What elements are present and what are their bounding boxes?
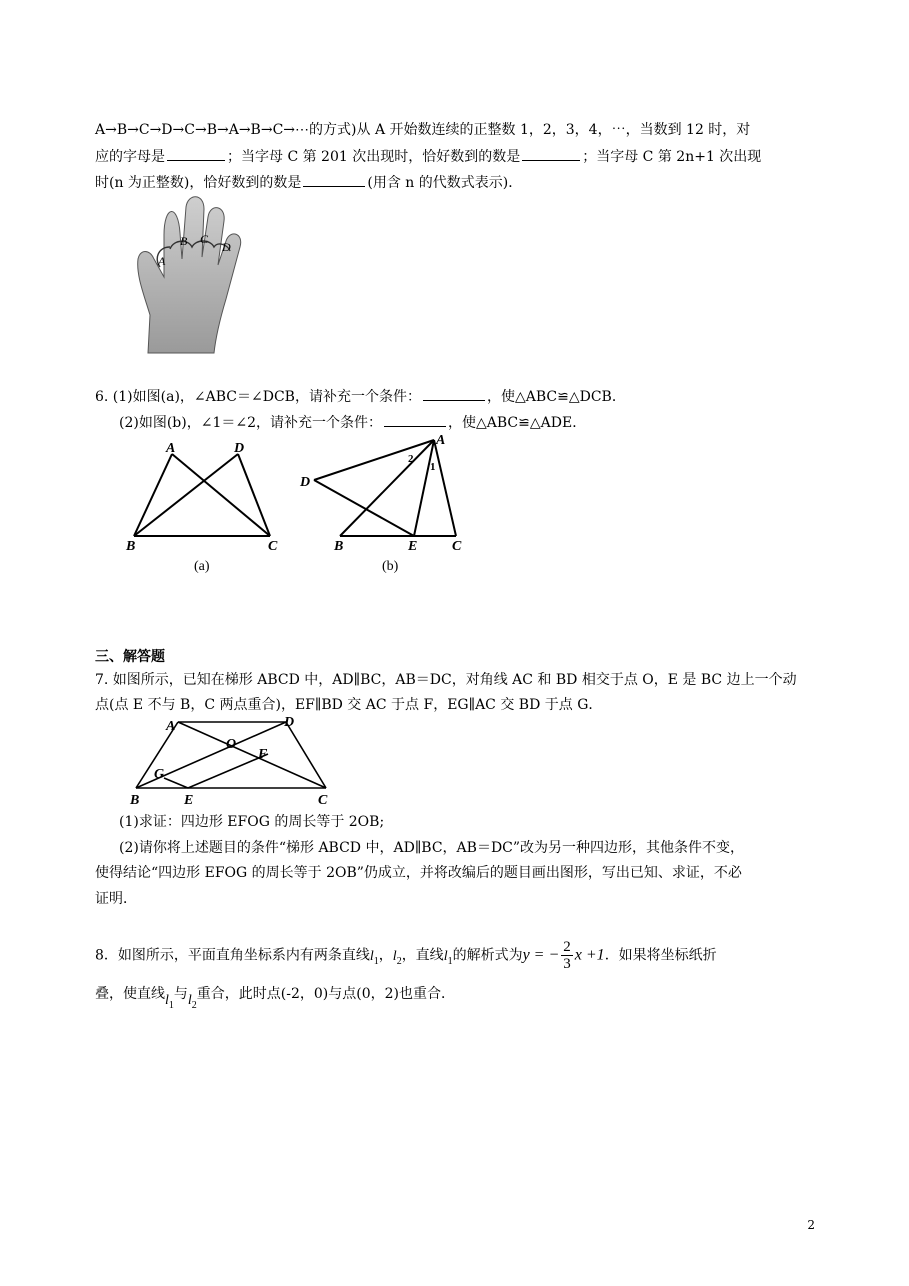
q8-comma: ， xyxy=(378,947,393,964)
fig-a-label-d: D xyxy=(234,441,245,456)
q5-line2-a: 应的字母是 xyxy=(95,149,165,165)
q5-line-3 xyxy=(95,174,522,191)
page-number: 2 xyxy=(807,1218,815,1232)
q6-blank-1[interactable] xyxy=(423,388,485,401)
fig-b-label-d: D xyxy=(300,475,311,490)
q5-blank-2[interactable] xyxy=(522,148,580,161)
fig-a-label-c: C xyxy=(268,539,278,554)
hand-label-d: D xyxy=(222,240,231,254)
q5-blank-3[interactable] xyxy=(303,174,365,187)
q8-y-eq: y = − xyxy=(522,946,560,964)
q6-line1-a: 6. (1)如图(a)，∠ABC＝∠DCB，请补充一个条件： xyxy=(95,389,421,405)
q8-expr-a: 的解析式为 xyxy=(452,947,523,964)
q8-l1-c: $l_1$ xyxy=(165,993,174,1011)
q8-line2-b: 与 xyxy=(173,986,188,1002)
q6-line2-b: ，使△ABC≌△ADE． xyxy=(448,415,587,431)
q8-lead: 8．如图所示，平面直角坐标系内有两条直线 xyxy=(95,947,370,964)
q7-part-2-line-1: (2)请你将上述题目的条件“梯形 ABCD 中，AD∥BC，AB＝DC”改为另一种四边形，其他条件不变， xyxy=(119,840,745,856)
q7-label-b: B xyxy=(130,793,140,808)
q7-label-e: E xyxy=(184,793,194,808)
q5-line3-b: (用含 n 的代数式表示)． xyxy=(367,175,523,191)
q8-l1-a: $l_1$ xyxy=(369,948,379,967)
fig-a-label-b: B xyxy=(126,539,136,554)
section-title: 三、解答题 xyxy=(95,649,165,665)
q7-label-g: G xyxy=(154,767,165,782)
figure-b xyxy=(296,428,476,578)
fig-b-angle-1: 1 xyxy=(430,461,436,473)
q8-l2-a: $l_2$ xyxy=(392,948,402,967)
q5-line2-b: ；当字母 C 第 201 次出现时，恰好数到的数是 xyxy=(227,149,521,165)
fig-a-caption: (a) xyxy=(194,559,210,574)
fig-b-label-a: A xyxy=(436,433,446,448)
fig-b-angle-2: 2 xyxy=(408,453,414,465)
q8-x-plus: x +1 xyxy=(574,946,605,964)
fig-b-label-e: E xyxy=(408,539,418,554)
figure-q7 xyxy=(128,708,343,810)
q8-line2-a: 叠，使直线 xyxy=(95,986,165,1002)
hand-label-a: A xyxy=(158,254,166,268)
hand-figure xyxy=(130,195,250,357)
q5-sequence: A→B→C→D→C→B→A→B→C→⋯ xyxy=(95,122,310,138)
q7-label-d: D xyxy=(284,715,295,730)
q8-line-2 xyxy=(95,984,455,1010)
q7-part-2-line-3: 证明． xyxy=(95,891,137,907)
q7-label-a: A xyxy=(166,719,176,734)
hand-label-c: C xyxy=(200,232,209,246)
q7-label-o: O xyxy=(226,737,237,752)
q8-l1-b: $l_1$ xyxy=(443,948,453,967)
q8-line-1 xyxy=(95,939,717,972)
q7-part-1: (1)求证：四边形 EFOG 的周长等于 2OB; xyxy=(119,814,385,830)
hand-label-b: B xyxy=(180,234,188,248)
q5-line-1 xyxy=(95,122,750,138)
q8-tail: ．如果将坐标纸折 xyxy=(604,947,717,964)
q5-line2-c: ；当字母 C 第 2n+1 次出现 xyxy=(582,149,762,165)
fig-b-caption: (b) xyxy=(382,559,399,574)
fig-b-label-b: B xyxy=(334,539,344,554)
q8-mid: ，直线 xyxy=(401,947,444,964)
q6-line-1 xyxy=(95,388,626,405)
q5-blank-1[interactable] xyxy=(167,148,225,161)
figure-a xyxy=(120,436,290,576)
q8-l2-b: $l_2$ xyxy=(187,993,197,1011)
fig-a-label-a: A xyxy=(166,441,176,456)
q5-line1-rest: 的方式)从 A 开始数连续的正整数 1，2，3，4，⋯，当数到 12 时，对 xyxy=(309,122,751,138)
q7-part-2-line-2: 使得结论“四边形 EFOG 的周长等于 2OB”仍成立，并将改编后的题目画出图形，写出已知、求证，不必 xyxy=(95,865,742,881)
q8-line2-c: 重合，此时点(-2，0)与点(0，2)也重合． xyxy=(196,986,455,1002)
q7-line-2: 点(点 E 不与 B，C 两点重合)，EF∥BD 交 AC 于点 F，EG∥AC 交 BD 于点 G． xyxy=(95,697,603,713)
q8-fraction: $\frac{2}{3}$ xyxy=(563,939,571,972)
q6-line1-b: ，使△ABC≌△DCB． xyxy=(486,389,626,405)
q5-line-2 xyxy=(95,148,761,165)
q7-line-1: 7. 如图所示，已知在梯形 ABCD 中，AD∥BC，AB＝DC，对角线 AC 和 BD 相交于点 O，E 是 BC 边上一个动 xyxy=(95,672,797,688)
q6-blank-2[interactable] xyxy=(384,414,446,427)
q7-label-c: C xyxy=(318,793,328,808)
q5-line3-a: 时(n 为正整数)，恰好数到的数是 xyxy=(95,175,302,191)
hand-shape xyxy=(138,197,241,353)
q6-line2-a: (2)如图(b)，∠1＝∠2，请补充一个条件： xyxy=(119,415,382,431)
fig-b-label-c: C xyxy=(452,539,462,554)
q7-label-f: F xyxy=(258,747,268,762)
